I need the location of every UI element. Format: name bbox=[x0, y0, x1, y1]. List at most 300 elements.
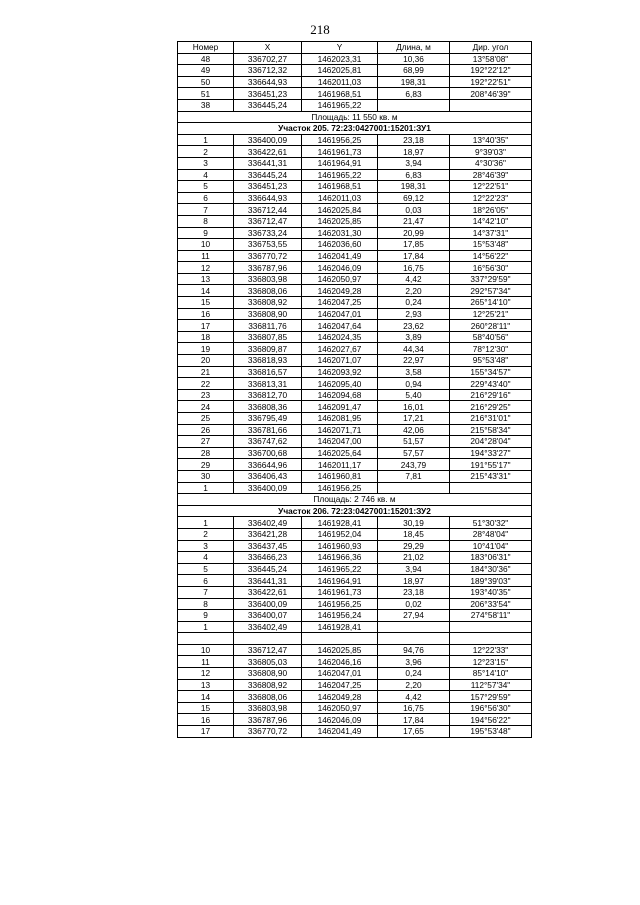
table-row bbox=[178, 424, 532, 436]
point-number-cell: 1 bbox=[178, 482, 234, 494]
x-cell: 336451,23 bbox=[234, 88, 302, 100]
length-cell: 18,97 bbox=[378, 575, 450, 587]
x-cell: 336421,28 bbox=[234, 528, 302, 540]
point-number-cell: 1 bbox=[178, 517, 234, 529]
length-cell: 18,97 bbox=[378, 146, 450, 158]
x-cell: 336813,31 bbox=[234, 378, 302, 390]
x-cell: 336808,90 bbox=[234, 308, 302, 320]
table-row bbox=[178, 169, 532, 181]
table-row bbox=[178, 308, 532, 320]
point-number-cell: 9 bbox=[178, 227, 234, 239]
y-cell: 1462036,60 bbox=[302, 239, 378, 251]
angle-cell: 95°53'48" bbox=[450, 355, 532, 367]
point-number-cell: 13 bbox=[178, 679, 234, 691]
y-cell: 1461964,91 bbox=[302, 157, 378, 169]
point-number-cell: 30 bbox=[178, 470, 234, 482]
x-cell: 336770,72 bbox=[234, 726, 302, 738]
angle-cell: 13°40'35" bbox=[450, 134, 532, 146]
y-cell: 1462094,68 bbox=[302, 389, 378, 401]
length-cell: 198,31 bbox=[378, 76, 450, 88]
x-cell: 336445,24 bbox=[234, 169, 302, 181]
table-row bbox=[178, 320, 532, 332]
area-row bbox=[178, 494, 532, 506]
angle-cell: 260°28'11" bbox=[450, 320, 532, 332]
header-y: Y bbox=[302, 42, 378, 54]
length-cell: 22,97 bbox=[378, 355, 450, 367]
table-row bbox=[178, 215, 532, 227]
point-number-cell: 27 bbox=[178, 436, 234, 448]
y-cell: 1462025,64 bbox=[302, 447, 378, 459]
x-cell: 336400,09 bbox=[234, 598, 302, 610]
table-row bbox=[178, 181, 532, 193]
angle-cell bbox=[450, 633, 532, 645]
y-cell: 1462050,97 bbox=[302, 273, 378, 285]
area-row bbox=[178, 111, 532, 123]
point-number-cell: 1 bbox=[178, 134, 234, 146]
table-row bbox=[178, 389, 532, 401]
x-cell: 336441,31 bbox=[234, 575, 302, 587]
point-number-cell: 8 bbox=[178, 598, 234, 610]
point-number-cell: 20 bbox=[178, 355, 234, 367]
table-row bbox=[178, 343, 532, 355]
length-cell: 17,84 bbox=[378, 250, 450, 262]
table-row bbox=[178, 157, 532, 169]
y-cell: 1461960,93 bbox=[302, 540, 378, 552]
point-number-cell: 2 bbox=[178, 528, 234, 540]
table-row bbox=[178, 528, 532, 540]
table-row bbox=[178, 517, 532, 529]
header-number: Номер bbox=[178, 42, 234, 54]
table-row bbox=[178, 586, 532, 598]
point-number-cell: 13 bbox=[178, 273, 234, 285]
length-cell: 198,31 bbox=[378, 181, 450, 193]
angle-cell: 18°26'05" bbox=[450, 204, 532, 216]
length-cell: 7,81 bbox=[378, 470, 450, 482]
angle-cell: 337°29'59" bbox=[450, 273, 532, 285]
length-cell: 27,94 bbox=[378, 610, 450, 622]
angle-cell: 9°39'03" bbox=[450, 146, 532, 158]
y-cell: 1461956,25 bbox=[302, 598, 378, 610]
angle-cell: 155°34'57" bbox=[450, 366, 532, 378]
table-row bbox=[178, 401, 532, 413]
length-cell: 17,85 bbox=[378, 239, 450, 251]
point-number-cell: 16 bbox=[178, 308, 234, 320]
length-cell: 51,57 bbox=[378, 436, 450, 448]
y-cell: 1461965,22 bbox=[302, 563, 378, 575]
length-cell: 20,99 bbox=[378, 227, 450, 239]
point-number-cell: 3 bbox=[178, 540, 234, 552]
y-cell: 1462071,07 bbox=[302, 355, 378, 367]
y-cell: 1462047,01 bbox=[302, 308, 378, 320]
table-row bbox=[178, 297, 532, 309]
angle-cell: 206°33'54" bbox=[450, 598, 532, 610]
length-cell: 5,40 bbox=[378, 389, 450, 401]
angle-cell: 28°48'04" bbox=[450, 528, 532, 540]
point-number-cell: 12 bbox=[178, 262, 234, 274]
y-cell: 1462027,67 bbox=[302, 343, 378, 355]
y-cell: 1462081,95 bbox=[302, 413, 378, 425]
length-cell: 0,02 bbox=[378, 598, 450, 610]
table-row bbox=[178, 88, 532, 100]
table-row bbox=[178, 702, 532, 714]
y-cell: 1461956,25 bbox=[302, 482, 378, 494]
point-number-cell: 14 bbox=[178, 285, 234, 297]
length-cell: 2,20 bbox=[378, 285, 450, 297]
table-row bbox=[178, 134, 532, 146]
x-cell: 336644,96 bbox=[234, 459, 302, 471]
point-number-cell: 15 bbox=[178, 297, 234, 309]
y-cell: 1462095,40 bbox=[302, 378, 378, 390]
point-number-cell bbox=[178, 633, 234, 645]
point-number-cell: 5 bbox=[178, 181, 234, 193]
table-row bbox=[178, 204, 532, 216]
area-label: Площадь: 11 550 кв. м bbox=[178, 111, 532, 123]
length-cell: 29,29 bbox=[378, 540, 450, 552]
table-row bbox=[178, 482, 532, 494]
length-cell: 23,18 bbox=[378, 586, 450, 598]
point-number-cell: 26 bbox=[178, 424, 234, 436]
point-number-cell: 24 bbox=[178, 401, 234, 413]
point-number-cell: 22 bbox=[178, 378, 234, 390]
point-number-cell: 10 bbox=[178, 644, 234, 656]
table-row bbox=[178, 378, 532, 390]
length-cell: 3,58 bbox=[378, 366, 450, 378]
section-heading: Участок 206. 72:23:0427001:15201:ЗУ2 bbox=[178, 505, 532, 517]
table-row bbox=[178, 413, 532, 425]
table-row bbox=[178, 633, 532, 645]
x-cell: 336808,06 bbox=[234, 691, 302, 703]
length-cell: 3,94 bbox=[378, 157, 450, 169]
table-row bbox=[178, 76, 532, 88]
angle-cell: 184°30'36" bbox=[450, 563, 532, 575]
x-cell: 336808,90 bbox=[234, 668, 302, 680]
y-cell: 1461952,04 bbox=[302, 528, 378, 540]
x-cell: 336803,98 bbox=[234, 273, 302, 285]
angle-cell: 292°57'34" bbox=[450, 285, 532, 297]
angle-cell: 215°43'31" bbox=[450, 470, 532, 482]
x-cell: 336807,85 bbox=[234, 331, 302, 343]
table-row bbox=[178, 146, 532, 158]
point-number-cell: 49 bbox=[178, 65, 234, 77]
x-cell: 336733,24 bbox=[234, 227, 302, 239]
table-row bbox=[178, 227, 532, 239]
x-cell: 336466,23 bbox=[234, 552, 302, 564]
x-cell: 336812,70 bbox=[234, 389, 302, 401]
table-row bbox=[178, 239, 532, 251]
length-cell: 23,18 bbox=[378, 134, 450, 146]
x-cell: 336808,06 bbox=[234, 285, 302, 297]
x-cell: 336803,98 bbox=[234, 702, 302, 714]
length-cell: 44,34 bbox=[378, 343, 450, 355]
x-cell: 336644,93 bbox=[234, 76, 302, 88]
point-number-cell: 7 bbox=[178, 586, 234, 598]
point-number-cell: 8 bbox=[178, 215, 234, 227]
y-cell: 1461928,41 bbox=[302, 517, 378, 529]
x-cell: 336402,49 bbox=[234, 517, 302, 529]
header-x: X bbox=[234, 42, 302, 54]
length-cell: 23,62 bbox=[378, 320, 450, 332]
x-cell: 336702,27 bbox=[234, 53, 302, 65]
angle-cell: 14°42'10" bbox=[450, 215, 532, 227]
point-number-cell: 19 bbox=[178, 343, 234, 355]
table-row bbox=[178, 331, 532, 343]
table-row bbox=[178, 726, 532, 738]
table-row bbox=[178, 644, 532, 656]
table-row bbox=[178, 691, 532, 703]
length-cell: 10,36 bbox=[378, 53, 450, 65]
y-cell: 1461956,25 bbox=[302, 134, 378, 146]
angle-cell: 193°40'35" bbox=[450, 586, 532, 598]
y-cell: 1462025,85 bbox=[302, 644, 378, 656]
length-cell: 243,79 bbox=[378, 459, 450, 471]
point-number-cell: 4 bbox=[178, 169, 234, 181]
angle-cell: 192°22'12" bbox=[450, 65, 532, 77]
table-row bbox=[178, 610, 532, 622]
y-cell: 1462046,09 bbox=[302, 714, 378, 726]
x-cell: 336451,23 bbox=[234, 181, 302, 193]
y-cell: 1461965,22 bbox=[302, 99, 378, 111]
angle-cell: 13°58'08" bbox=[450, 53, 532, 65]
y-cell: 1462047,01 bbox=[302, 668, 378, 680]
y-cell: 1462011,17 bbox=[302, 459, 378, 471]
x-cell: 336781,66 bbox=[234, 424, 302, 436]
length-cell: 6,83 bbox=[378, 169, 450, 181]
angle-cell: 85°14'10" bbox=[450, 668, 532, 680]
y-cell: 1462025,85 bbox=[302, 215, 378, 227]
angle-cell: 12°23'15" bbox=[450, 656, 532, 668]
y-cell: 1461961,73 bbox=[302, 586, 378, 598]
y-cell: 1462047,25 bbox=[302, 297, 378, 309]
angle-cell: 12°22'33" bbox=[450, 644, 532, 656]
angle-cell: 58°40'56" bbox=[450, 331, 532, 343]
length-cell bbox=[378, 99, 450, 111]
table-row bbox=[178, 436, 532, 448]
length-cell: 16,01 bbox=[378, 401, 450, 413]
angle-cell: 204°28'04" bbox=[450, 436, 532, 448]
length-cell bbox=[378, 482, 450, 494]
x-cell: 336808,92 bbox=[234, 297, 302, 309]
length-cell: 0,24 bbox=[378, 297, 450, 309]
point-number-cell: 3 bbox=[178, 157, 234, 169]
header-angle: Дир. угол bbox=[450, 42, 532, 54]
table-row bbox=[178, 621, 532, 633]
coordinates-table bbox=[177, 41, 532, 738]
point-number-cell: 51 bbox=[178, 88, 234, 100]
x-cell: 336808,92 bbox=[234, 679, 302, 691]
point-number-cell: 18 bbox=[178, 331, 234, 343]
table-row bbox=[178, 668, 532, 680]
length-cell: 0,94 bbox=[378, 378, 450, 390]
table-row bbox=[178, 552, 532, 564]
point-number-cell: 21 bbox=[178, 366, 234, 378]
angle-cell: 195°53'48" bbox=[450, 726, 532, 738]
point-number-cell: 14 bbox=[178, 691, 234, 703]
length-cell: 3,89 bbox=[378, 331, 450, 343]
x-cell: 336400,07 bbox=[234, 610, 302, 622]
point-number-cell: 15 bbox=[178, 702, 234, 714]
angle-cell: 216°29'25" bbox=[450, 401, 532, 413]
point-number-cell: 38 bbox=[178, 99, 234, 111]
angle-cell: 14°37'31" bbox=[450, 227, 532, 239]
length-cell: 57,57 bbox=[378, 447, 450, 459]
table-row bbox=[178, 53, 532, 65]
angle-cell: 192°22'51" bbox=[450, 76, 532, 88]
angle-cell: 274°58'11" bbox=[450, 610, 532, 622]
section-heading-row bbox=[178, 123, 532, 135]
angle-cell: 183°06'31" bbox=[450, 552, 532, 564]
y-cell: 1462023,31 bbox=[302, 53, 378, 65]
y-cell: 1462041,49 bbox=[302, 726, 378, 738]
table-row bbox=[178, 285, 532, 297]
angle-cell: 4°30'36" bbox=[450, 157, 532, 169]
point-number-cell: 28 bbox=[178, 447, 234, 459]
angle-cell: 157°29'59" bbox=[450, 691, 532, 703]
y-cell: 1461961,73 bbox=[302, 146, 378, 158]
y-cell: 1461956,24 bbox=[302, 610, 378, 622]
length-cell bbox=[378, 621, 450, 633]
length-cell: 0,03 bbox=[378, 204, 450, 216]
point-number-cell: 6 bbox=[178, 575, 234, 587]
y-cell: 1462071,71 bbox=[302, 424, 378, 436]
point-number-cell: 5 bbox=[178, 563, 234, 575]
length-cell: 18,45 bbox=[378, 528, 450, 540]
table-row bbox=[178, 540, 532, 552]
y-cell: 1462091,47 bbox=[302, 401, 378, 413]
area-label: Площадь: 2 746 кв. м bbox=[178, 494, 532, 506]
angle-cell: 51°30'32" bbox=[450, 517, 532, 529]
length-cell: 16,75 bbox=[378, 702, 450, 714]
y-cell: 1462046,09 bbox=[302, 262, 378, 274]
x-cell: 336441,31 bbox=[234, 157, 302, 169]
y-cell: 1462093,92 bbox=[302, 366, 378, 378]
y-cell: 1462047,00 bbox=[302, 436, 378, 448]
length-cell: 69,12 bbox=[378, 192, 450, 204]
angle-cell: 15°53'48" bbox=[450, 239, 532, 251]
length-cell: 0,24 bbox=[378, 668, 450, 680]
point-number-cell: 17 bbox=[178, 320, 234, 332]
table-row bbox=[178, 656, 532, 668]
angle-cell: 194°56'22" bbox=[450, 714, 532, 726]
point-number-cell: 23 bbox=[178, 389, 234, 401]
angle-cell: 216°31'01" bbox=[450, 413, 532, 425]
y-cell: 1461960,81 bbox=[302, 470, 378, 482]
x-cell: 336712,32 bbox=[234, 65, 302, 77]
section-heading: Участок 205. 72:23:0427001:15201:ЗУ1 bbox=[178, 123, 532, 135]
point-number-cell: 50 bbox=[178, 76, 234, 88]
point-number-cell: 12 bbox=[178, 668, 234, 680]
length-cell: 21,47 bbox=[378, 215, 450, 227]
length-cell: 30,19 bbox=[378, 517, 450, 529]
angle-cell: 10°41'04" bbox=[450, 540, 532, 552]
angle-cell: 189°39'03" bbox=[450, 575, 532, 587]
y-cell: 1462025,84 bbox=[302, 204, 378, 216]
angle-cell: 215°58'34" bbox=[450, 424, 532, 436]
x-cell: 336712,47 bbox=[234, 644, 302, 656]
table-row bbox=[178, 355, 532, 367]
angle-cell: 229°43'40" bbox=[450, 378, 532, 390]
angle-cell: 265°14'10" bbox=[450, 297, 532, 309]
y-cell: 1461968,51 bbox=[302, 181, 378, 193]
point-number-cell: 25 bbox=[178, 413, 234, 425]
point-number-cell: 16 bbox=[178, 714, 234, 726]
x-cell: 336811,76 bbox=[234, 320, 302, 332]
length-cell: 4,42 bbox=[378, 691, 450, 703]
table-row bbox=[178, 262, 532, 274]
length-cell: 2,20 bbox=[378, 679, 450, 691]
length-cell: 17,65 bbox=[378, 726, 450, 738]
x-cell: 336712,44 bbox=[234, 204, 302, 216]
table-row bbox=[178, 250, 532, 262]
table-row bbox=[178, 459, 532, 471]
x-cell bbox=[234, 633, 302, 645]
angle-cell bbox=[450, 99, 532, 111]
table-row bbox=[178, 65, 532, 77]
x-cell: 336445,24 bbox=[234, 563, 302, 575]
angle-cell: 16°56'30" bbox=[450, 262, 532, 274]
angle-cell: 12°22'23" bbox=[450, 192, 532, 204]
angle-cell: 194°33'27" bbox=[450, 447, 532, 459]
x-cell: 336753,55 bbox=[234, 239, 302, 251]
x-cell: 336422,61 bbox=[234, 586, 302, 598]
y-cell: 1462050,97 bbox=[302, 702, 378, 714]
length-cell: 3,94 bbox=[378, 563, 450, 575]
x-cell: 336795,49 bbox=[234, 413, 302, 425]
length-cell: 16,75 bbox=[378, 262, 450, 274]
length-cell: 68,99 bbox=[378, 65, 450, 77]
y-cell: 1461966,36 bbox=[302, 552, 378, 564]
point-number-cell: 6 bbox=[178, 192, 234, 204]
y-cell: 1462047,25 bbox=[302, 679, 378, 691]
y-cell: 1462046,16 bbox=[302, 656, 378, 668]
y-cell: 1462011,03 bbox=[302, 76, 378, 88]
x-cell: 336406,43 bbox=[234, 470, 302, 482]
point-number-cell: 2 bbox=[178, 146, 234, 158]
point-number-cell: 1 bbox=[178, 621, 234, 633]
length-cell: 94,76 bbox=[378, 644, 450, 656]
table-header-row bbox=[178, 42, 532, 54]
angle-cell: 112°57'34" bbox=[450, 679, 532, 691]
table-row bbox=[178, 470, 532, 482]
x-cell: 336818,93 bbox=[234, 355, 302, 367]
x-cell: 336805,03 bbox=[234, 656, 302, 668]
table-row bbox=[178, 192, 532, 204]
y-cell: 1462047,64 bbox=[302, 320, 378, 332]
length-cell: 42,06 bbox=[378, 424, 450, 436]
y-cell: 1462031,30 bbox=[302, 227, 378, 239]
length-cell bbox=[378, 633, 450, 645]
length-cell: 17,84 bbox=[378, 714, 450, 726]
x-cell: 336787,96 bbox=[234, 714, 302, 726]
x-cell: 336787,96 bbox=[234, 262, 302, 274]
angle-cell: 28°46'39" bbox=[450, 169, 532, 181]
point-number-cell: 9 bbox=[178, 610, 234, 622]
point-number-cell: 48 bbox=[178, 53, 234, 65]
table-row bbox=[178, 598, 532, 610]
angle-cell: 208°46'39" bbox=[450, 88, 532, 100]
x-cell: 336437,45 bbox=[234, 540, 302, 552]
table-body bbox=[178, 53, 532, 737]
x-cell: 336644,93 bbox=[234, 192, 302, 204]
x-cell: 336747,62 bbox=[234, 436, 302, 448]
y-cell: 1462041,49 bbox=[302, 250, 378, 262]
length-cell: 3,96 bbox=[378, 656, 450, 668]
page-number: 218 bbox=[310, 22, 330, 37]
x-cell: 336445,24 bbox=[234, 99, 302, 111]
angle-cell: 14°56'22" bbox=[450, 250, 532, 262]
angle-cell bbox=[450, 621, 532, 633]
table-row bbox=[178, 366, 532, 378]
angle-cell: 12°25'21" bbox=[450, 308, 532, 320]
